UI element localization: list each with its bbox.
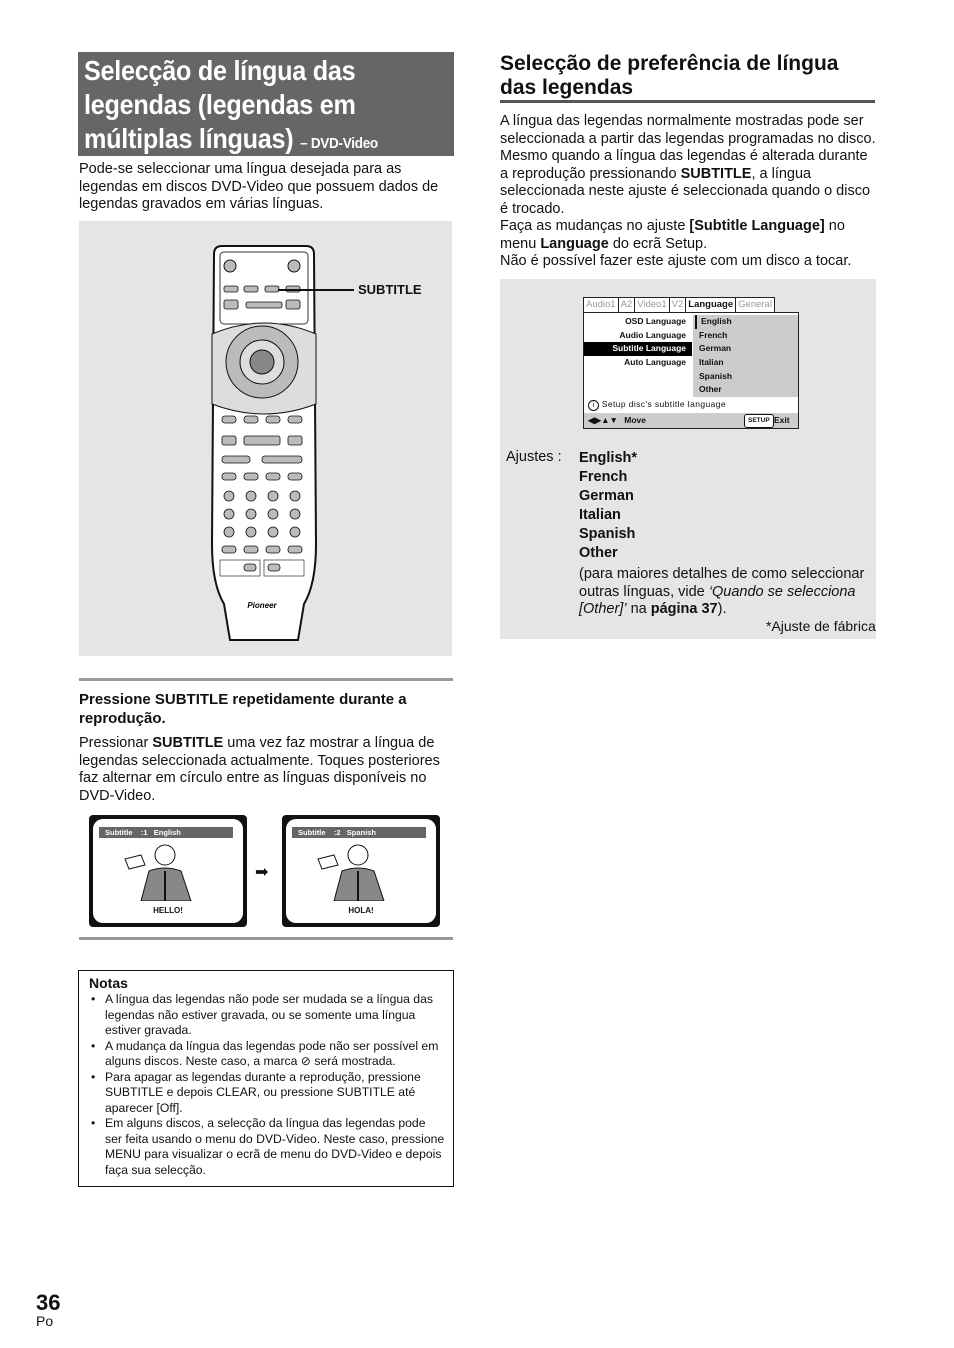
tab-general[interactable]: General xyxy=(735,297,775,312)
note-item: • A mudança da língua das legendas pode não ser possível em alguns discos. Neste caso, a marca ⊘ será mostrada. xyxy=(89,1039,445,1070)
option-english[interactable]: English xyxy=(695,315,798,329)
step-body xyxy=(79,735,457,805)
ajustes-options xyxy=(579,449,637,563)
ajustes-note xyxy=(579,566,869,619)
setting-auto-language[interactable]: Auto Language xyxy=(624,357,686,368)
settings-list xyxy=(584,315,692,370)
right-body xyxy=(500,113,878,271)
options-list xyxy=(693,315,798,397)
title-underline xyxy=(500,100,875,103)
osd-tabs xyxy=(583,297,774,312)
right-section-title: Selecção de preferência de língua das legendas xyxy=(500,52,839,99)
divider xyxy=(79,937,453,940)
ajuste-option: Other xyxy=(579,545,618,561)
tab-v2[interactable]: V2 xyxy=(669,297,687,312)
option-italian[interactable]: Italian xyxy=(699,357,724,368)
setup-key[interactable]: SETUP xyxy=(744,414,774,428)
paragraph-2 xyxy=(500,218,878,253)
svg-text:Pioneer: Pioneer xyxy=(247,601,277,610)
ajuste-option: Spanish xyxy=(579,526,636,542)
footer-exit: Exit xyxy=(774,415,790,425)
title-line-2: legendas (legendas em xyxy=(84,89,356,120)
page-reference: página 37 xyxy=(650,601,718,617)
text: A língua das legendas normalmente mostradas pode ser seleccionada a partir das legendas programadas no disco. Mesmo quando a língua das legendas é alterada durante a reprodução pressionando xyxy=(500,113,876,182)
tab-audio1[interactable]: Audio1 xyxy=(583,297,619,312)
ajustes-label: Ajustes : xyxy=(506,449,562,465)
option-french[interactable]: French xyxy=(699,329,728,340)
note-item: • Para apagar as legendas durante a reprodução, pressione SUBTITLE e depois CLEAR, ou pressione SUBTITLE até aparecer [Off]. xyxy=(89,1070,445,1117)
text: , a língua seleccionada neste ajuste é seleccionada quando o disco é trocado. xyxy=(500,165,871,217)
setup-osd-screen xyxy=(583,297,799,429)
text: na xyxy=(626,601,651,617)
notes-box xyxy=(78,970,454,1187)
title-line-3-text: múltiplas línguas) xyxy=(84,123,294,154)
presenter-illustration xyxy=(121,841,211,901)
step-body-bold: SUBTITLE xyxy=(152,735,224,751)
option-spanish[interactable]: Spanish xyxy=(699,370,733,381)
footer-move: Move xyxy=(624,415,647,425)
factory-default-note: *Ajuste de fábrica xyxy=(766,618,876,634)
subtitle-button-callout: SUBTITLE xyxy=(358,282,422,297)
text: Faça as mudanças no ajuste xyxy=(500,218,690,234)
osd-info-line xyxy=(588,399,726,411)
text: (para maiores detalhes de como seleccionar outras línguas, vide xyxy=(579,566,865,600)
tab-a2[interactable]: A2 xyxy=(618,297,636,312)
title-suffix: – DVD-Video xyxy=(300,135,378,152)
section-title xyxy=(78,52,454,156)
subtitle-caption: HOLA! xyxy=(348,906,374,915)
arrow-right-icon: ➡ xyxy=(255,864,269,881)
osd-panel xyxy=(583,312,799,429)
screen-inner xyxy=(286,819,436,923)
ajuste-option: Italian xyxy=(579,507,621,523)
text: do ecrã Setup. xyxy=(608,235,708,252)
text: no menu xyxy=(500,218,845,252)
remote-control-illustration xyxy=(208,244,320,644)
option-german[interactable]: German xyxy=(699,343,732,354)
callout-line xyxy=(278,289,354,291)
setting-osd-language[interactable]: OSD Language xyxy=(625,316,686,326)
italic-text: ‘Quando se selecciona [Other]’ xyxy=(579,583,856,617)
screen-inner xyxy=(93,819,243,923)
note-item: • Em alguns discos, a selecção da língua das legendas pode ser feita usando o menu do DVD-Video. Neste caso, pressione MENU para visualizar o ecrã de menu do DVD-Video e depois faça sua selecção. xyxy=(89,1116,445,1178)
note-item: • A língua das legendas não pode ser mudada se a língua das legendas não estiver gravada, ou se somente uma língua estiver gravada. xyxy=(89,992,445,1039)
setting-audio-language[interactable]: Audio Language xyxy=(619,329,686,340)
text: ). xyxy=(717,601,727,617)
osd-footer xyxy=(584,413,798,428)
info-text: Setup disc's subtitle language xyxy=(601,399,726,409)
ajuste-option: English* xyxy=(579,450,638,466)
setting-subtitle-language[interactable]: Subtitle Language xyxy=(584,342,692,356)
arrow-keys-icon: ◀▶▲▼ xyxy=(588,415,618,425)
ajuste-option: French xyxy=(579,469,628,485)
title-line-3 xyxy=(84,122,412,161)
title-line-1: Selecção de língua das xyxy=(84,55,356,86)
tab-language[interactable]: Language xyxy=(685,297,736,312)
page-language: Po xyxy=(36,1313,54,1329)
notes-list xyxy=(89,992,445,1178)
intro-paragraph: Pode-se seleccionar uma língua desejada para as legendas em discos DVD-Video que possuem dados de legendas gravados em várias línguas. xyxy=(79,161,439,212)
paragraph-3: Não é possível fazer este ajuste com um disco a tocar. xyxy=(500,253,852,269)
tv-screen-spanish xyxy=(282,815,440,927)
bold-text: SUBTITLE xyxy=(680,165,752,182)
page-number: 36 xyxy=(36,1290,61,1315)
divider xyxy=(79,678,453,681)
option-other[interactable]: Other xyxy=(699,384,722,395)
subtitle-caption: HELLO! xyxy=(153,906,183,915)
notes-title: Notas xyxy=(89,975,128,991)
ajuste-option: German xyxy=(579,488,634,504)
bold-text: [Subtitle Language] xyxy=(689,218,825,234)
bold-text: Language xyxy=(540,235,609,252)
subtitle-osd-bar: Subtitle :1 English xyxy=(99,827,233,838)
step-body-text-2: uma vez faz mostrar a língua de legendas seleccionada actualmente. Toques posteriores faz alternar em círculo entre as línguas disponíveis no DVD-Video. xyxy=(79,735,440,804)
step-body-text: Pressionar xyxy=(79,735,153,751)
presenter-illustration xyxy=(314,841,404,901)
tab-video1[interactable]: Video1 xyxy=(634,297,669,312)
info-icon: i xyxy=(588,400,599,411)
subtitle-osd-bar: Subtitle :2 Spanish xyxy=(292,827,426,838)
tv-screen-english xyxy=(89,815,247,927)
step-title: Pressione SUBTITLE repetidamente durante a reprodução. xyxy=(79,691,407,727)
paragraph-1 xyxy=(500,113,878,218)
